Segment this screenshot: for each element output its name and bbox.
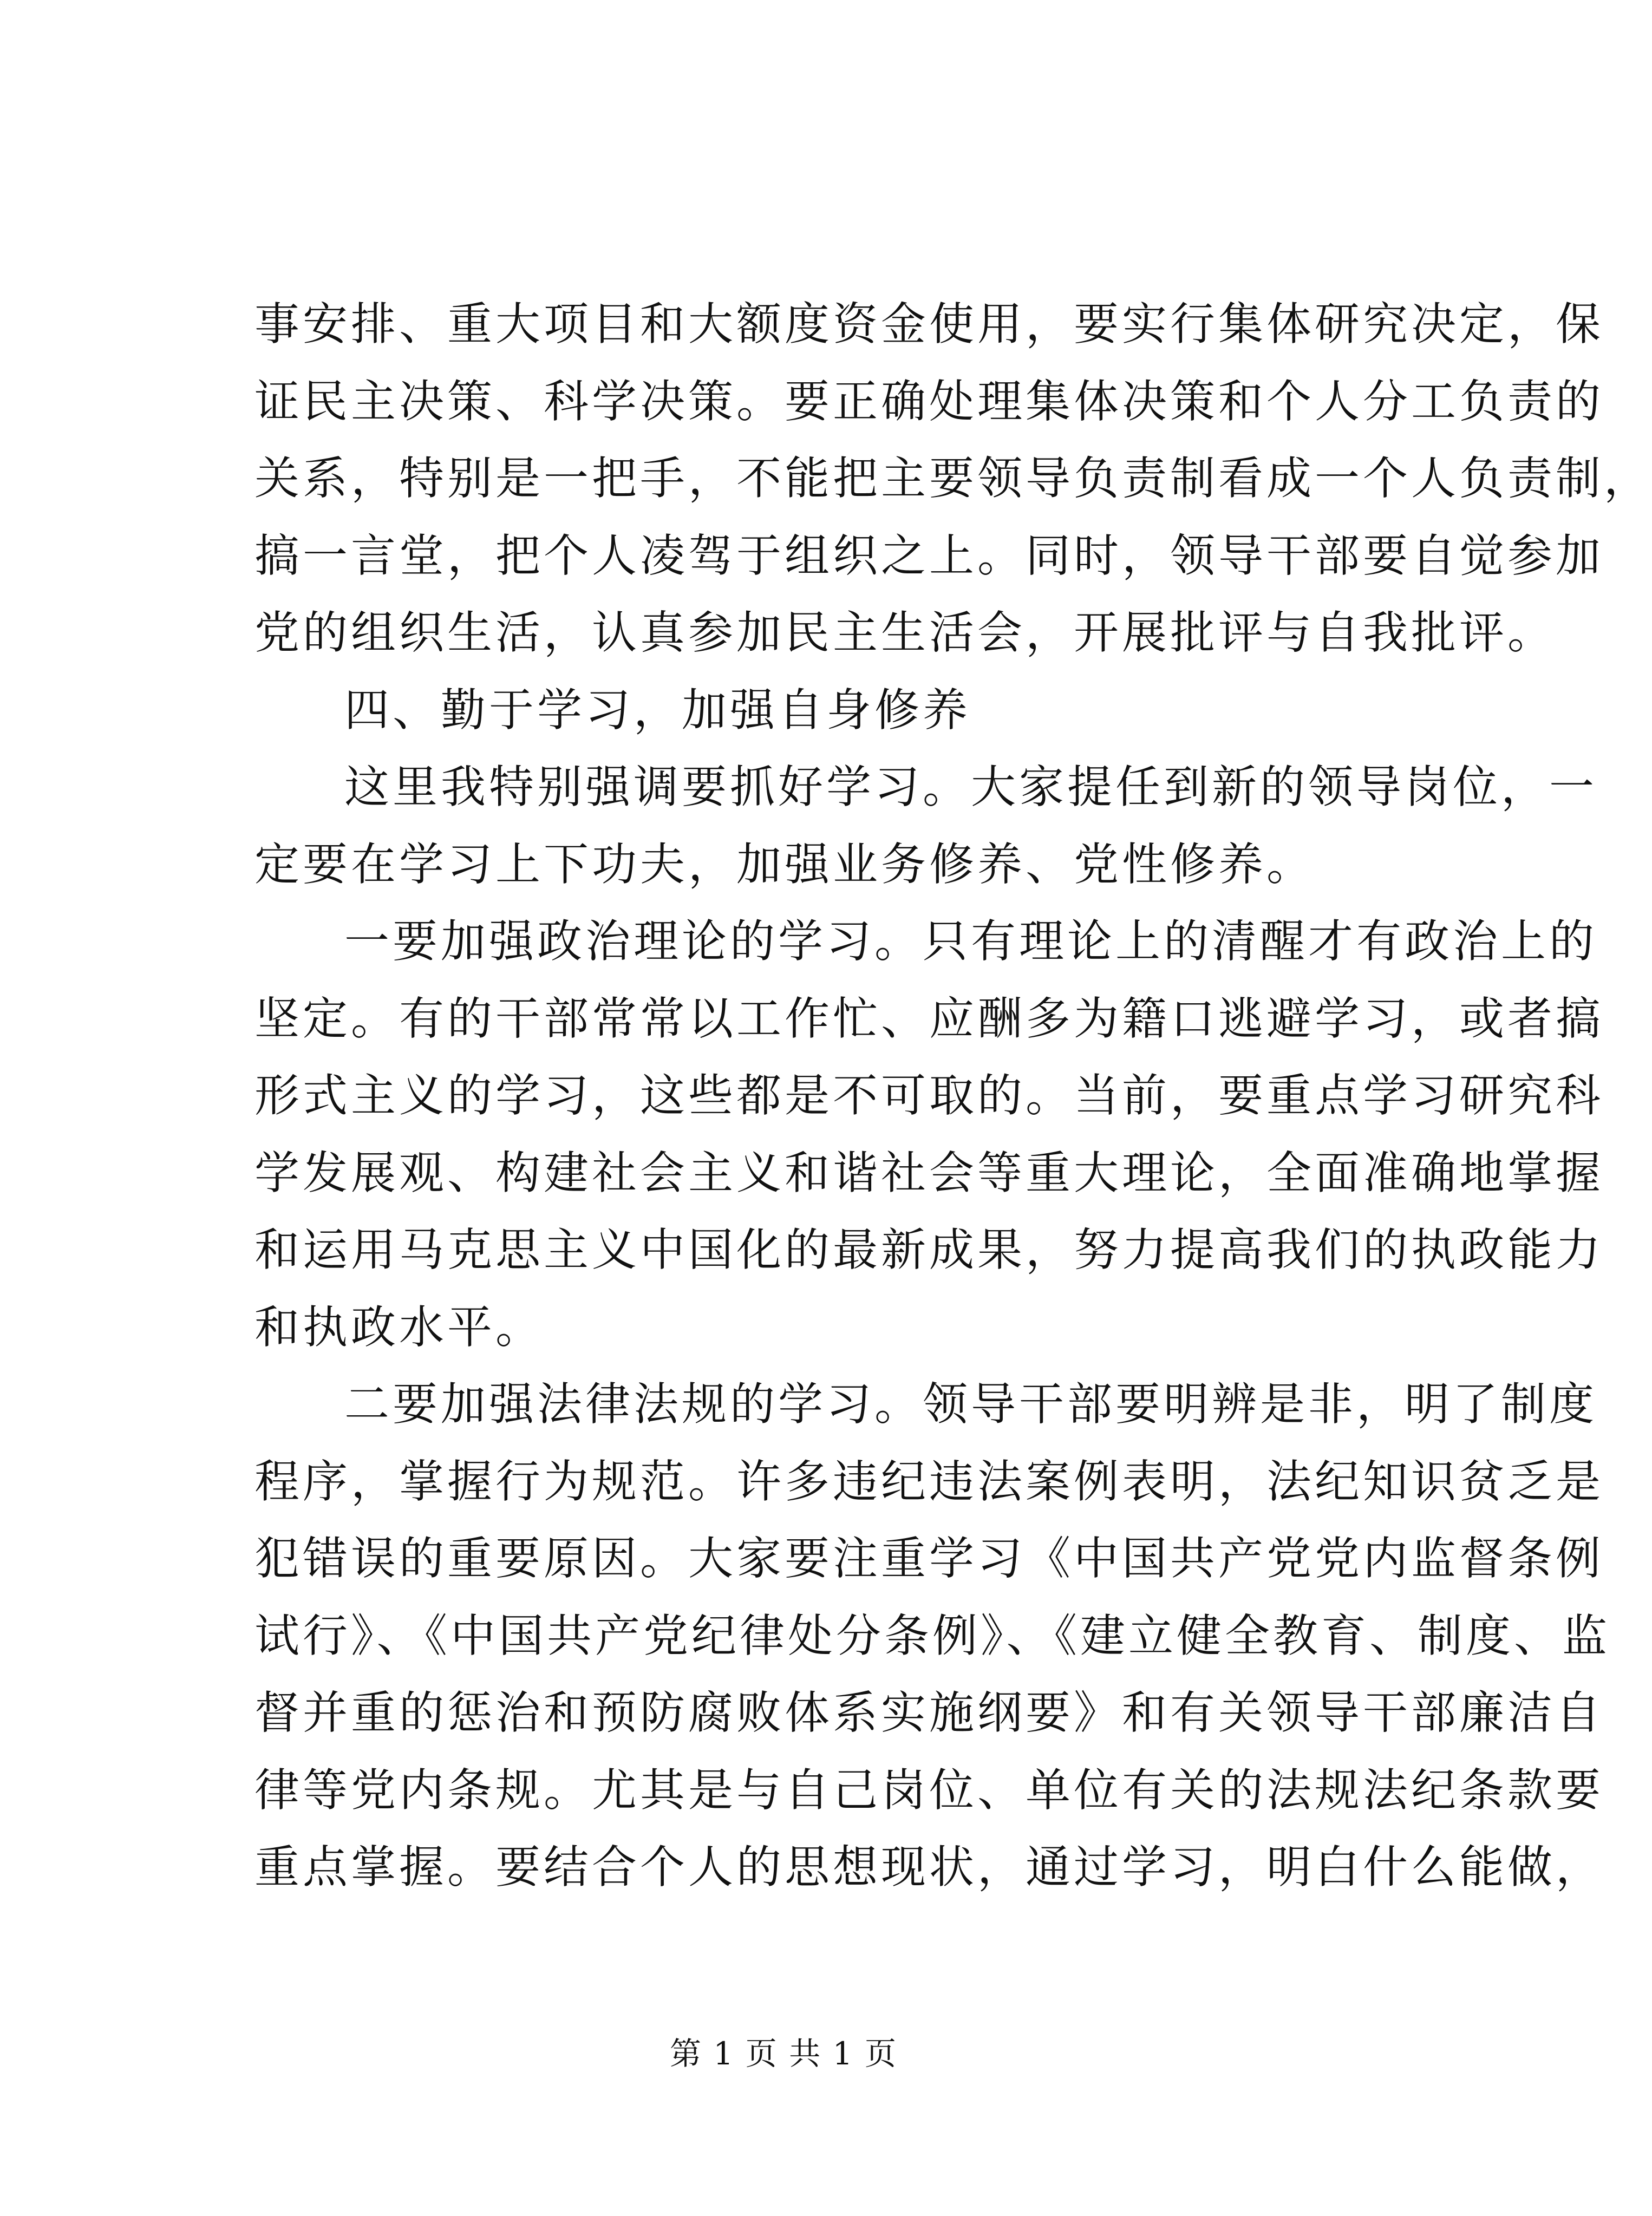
section-heading-4: 四、勤于学习，加强自身修养: [344, 683, 971, 736]
body-line-13: 和运用马克思主义中国化的最新成果，努力提高我们的执政能力: [254, 1224, 1604, 1276]
body-line-14: 和执政水平。: [254, 1300, 544, 1354]
body-line-18: 试行》、《中国共产党纪律处分条例》、《建立健全教育、制度、监: [254, 1609, 1610, 1662]
body-line-1: 事安排、重大项目和大额度资金使用，要实行集体研究决定，保: [254, 298, 1604, 350]
body-line-11: 形式主义的学习，这些都是不可取的。当前，要重点学习研究科: [254, 1069, 1604, 1122]
body-line-3: 关系，特别是一把手，不能把主要领导负责制看成一个人负责制，: [254, 452, 1652, 505]
body-line-8: 定要在学习上下功夫，加强业务修养、党性修养。: [254, 838, 1315, 891]
body-line-9: 一要加强政治理论的学习。只有理论上的清醒才有政治上的: [344, 915, 1597, 968]
body-line-16: 程序，掌握行为规范。许多违纪违法案例表明，法纪知识贫乏是: [254, 1455, 1604, 1508]
body-line-20: 律等党内条规。尤其是与自己岗位、单位有关的法规法纪条款要: [254, 1763, 1604, 1816]
body-line-15: 二要加强法律法规的学习。领导干部要明辨是非，明了制度: [344, 1378, 1597, 1430]
body-line-19: 督并重的惩治和预防腐败体系实施纲要》和有关领导干部廉洁自: [254, 1686, 1604, 1739]
body-line-4: 搞一言堂，把个人凌驾于组织之上。同时，领导干部要自觉参加: [254, 529, 1604, 582]
body-line-17: 犯错误的重要原因。大家要注重学习《中国共产党党内监督条例: [254, 1532, 1604, 1585]
body-line-21: 重点掌握。要结合个人的思想现状，通过学习，明白什么能做，: [254, 1841, 1604, 1893]
body-line-12: 学发展观、构建社会主义和谐社会等重大理论，全面准确地掌握: [254, 1146, 1604, 1199]
body-line-7: 这里我特别强调要抓好学习。大家提任到新的领导岗位，一: [344, 761, 1597, 813]
body-line-10: 坚定。有的干部常常以工作忙、应酬多为籍口逃避学习，或者搞: [254, 992, 1604, 1045]
body-line-2: 证民主决策、科学决策。要正确处理集体决策和个人分工负责的: [254, 375, 1604, 428]
page-footer: 第 1 页 共 1 页: [670, 2035, 897, 2072]
body-line-5: 党的组织生活，认真参加民主生活会，开展批评与自我批评。: [254, 606, 1556, 659]
document-body: [254, 286, 1652, 1906]
